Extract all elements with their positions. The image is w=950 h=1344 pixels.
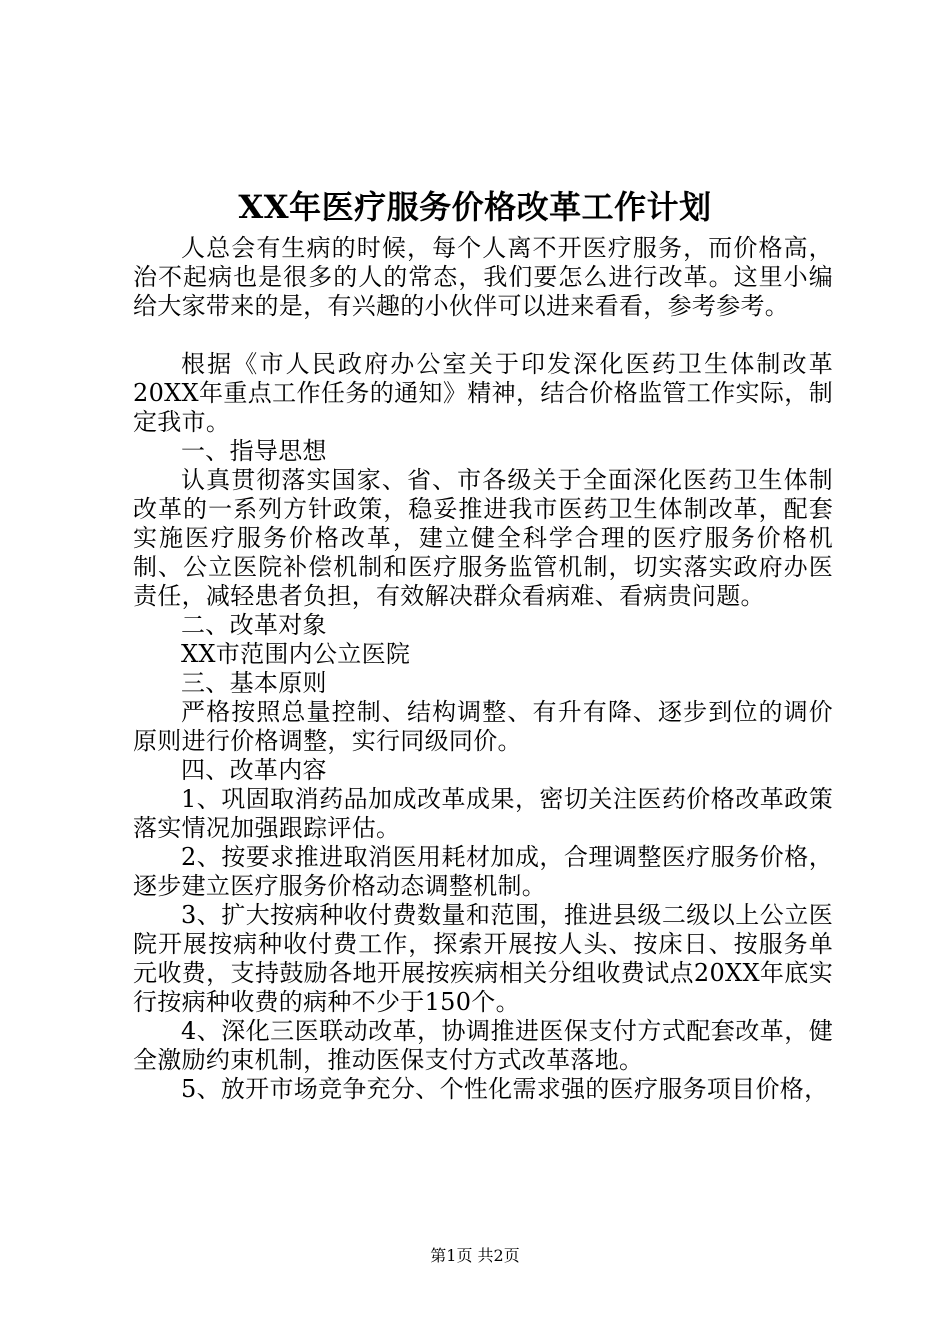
section-heading: 四、改革内容 xyxy=(181,756,327,784)
list-item: 3、扩大按病种收付费数量和范围，推进县级二级以上公立医院开展按病种收付费工作，探索开展按人头、按床日、按服务单元收费，支持鼓励各地开展按疾病相关分组收费试点20XX年底实行按病种收费的病种不少于150个。 xyxy=(133,901,833,1016)
intro-paragraph: 人总会有生病的时候，每个人离不开医疗服务，而价格高，治不起病也是很多的人的常态，我们要怎么进行改革。这里小编给大家带来的是，有兴趣的小伙伴可以进来看看，参考参考。 xyxy=(133,234,833,320)
section-heading: 一、指导思想 xyxy=(181,437,327,465)
document-title: XX年医疗服务价格改革工作计划 xyxy=(238,188,712,226)
document-body xyxy=(133,234,833,1104)
body-paragraph: 根据《市人民政府办公室关于印发深化医药卫生体制改革20XX年重点工作任务的通知》精神，结合价格监管工作实际，制定我市。 xyxy=(133,350,833,436)
list-item: 4、深化三医联动改革，协调推进医保支付方式配套改革，健全激励约束机制，推动医保支付方式改革落地。 xyxy=(133,1017,833,1074)
section-heading: 二、改革对象 xyxy=(181,611,327,639)
section-heading: 三、基本原则 xyxy=(181,669,327,697)
blank-line xyxy=(133,321,833,350)
list-item: 1、巩固取消药品加成改革成果，密切关注医药价格改革政策落实情况加强跟踪评估。 xyxy=(133,785,833,842)
list-item: 5、放开市场竞争充分、个性化需求强的医疗服务项目价格， xyxy=(181,1075,829,1103)
page-number: 第1页 共2页 xyxy=(430,1246,520,1265)
body-paragraph: XX市范围内公立医院 xyxy=(181,640,411,668)
body-paragraph: 认真贯彻落实国家、省、市各级关于全面深化医药卫生体制改革的一系列方针政策，稳妥推进我市医药卫生体制改革，配套实施医疗服务价格改革，建立健全科学合理的医疗服务价格机制、公立医院补偿机制和医疗服务监管机制，切实落实政府办医责任，减轻患者负担，有效解决群众看病难、看病贵问题。 xyxy=(133,466,833,610)
list-item: 2、按要求推进取消医用耗材加成，合理调整医疗服务价格，逐步建立医疗服务价格动态调整机制。 xyxy=(133,843,833,900)
body-paragraph: 严格按照总量控制、结构调整、有升有降、逐步到位的调价原则进行价格调整，实行同级同价。 xyxy=(133,698,833,755)
